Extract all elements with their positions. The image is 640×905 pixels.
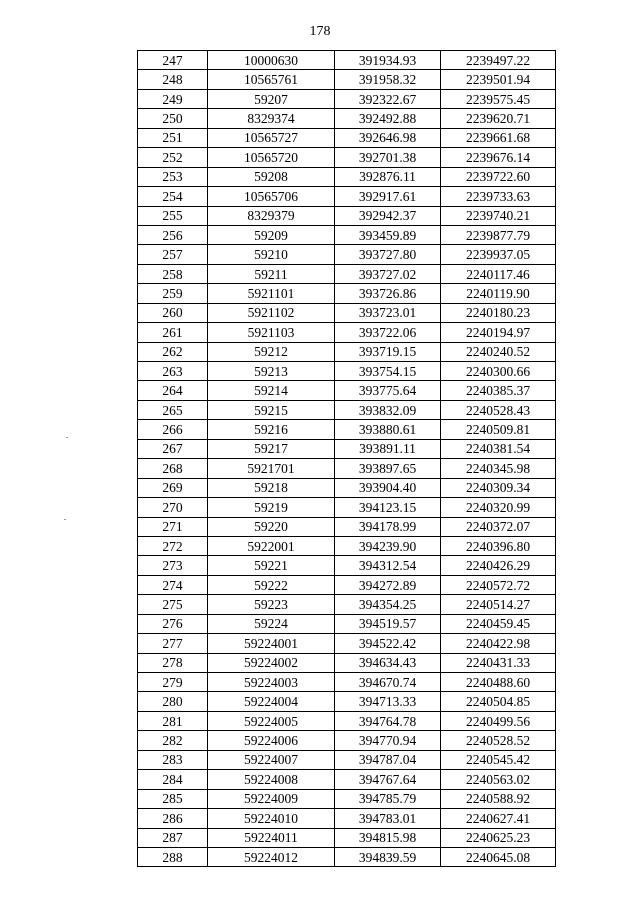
x-coordinate-cell: 394787.04 — [335, 750, 441, 769]
table-row — [138, 284, 556, 303]
table-row — [138, 167, 556, 186]
point-id-cell: 5921101 — [208, 284, 335, 303]
y-coordinate-cell: 2239722.60 — [441, 167, 556, 186]
point-id-cell: 59224006 — [208, 731, 335, 750]
x-coordinate-cell: 394764.78 — [335, 711, 441, 730]
y-coordinate-cell: 2240528.52 — [441, 731, 556, 750]
table-row — [138, 575, 556, 594]
point-id-cell: 59222 — [208, 575, 335, 594]
point-id-cell: 59207 — [208, 89, 335, 108]
point-id-cell: 8329379 — [208, 206, 335, 225]
y-coordinate-cell: 2240240.52 — [441, 342, 556, 361]
row-number-cell: 288 — [138, 847, 208, 866]
y-coordinate-cell: 2240385.37 — [441, 381, 556, 400]
point-id-cell: 59217 — [208, 439, 335, 458]
x-coordinate-cell: 393723.01 — [335, 303, 441, 322]
y-coordinate-cell: 2240345.98 — [441, 459, 556, 478]
table-row — [138, 536, 556, 555]
x-coordinate-cell: 393832.09 — [335, 400, 441, 419]
row-number-cell: 280 — [138, 692, 208, 711]
row-number-cell: 284 — [138, 770, 208, 789]
table-row — [138, 653, 556, 672]
point-id-cell: 59208 — [208, 167, 335, 186]
y-coordinate-cell: 2239740.21 — [441, 206, 556, 225]
x-coordinate-cell: 394522.42 — [335, 634, 441, 653]
row-number-cell: 260 — [138, 303, 208, 322]
x-coordinate-cell: 393726.86 — [335, 284, 441, 303]
y-coordinate-cell: 2240194.97 — [441, 323, 556, 342]
row-number-cell: 276 — [138, 614, 208, 633]
row-number-cell: 263 — [138, 362, 208, 381]
y-coordinate-cell: 2240588.92 — [441, 789, 556, 808]
row-number-cell: 261 — [138, 323, 208, 342]
x-coordinate-cell: 392942.37 — [335, 206, 441, 225]
x-coordinate-cell: 391934.93 — [335, 51, 441, 70]
table-row — [138, 206, 556, 225]
table-row — [138, 225, 556, 244]
row-number-cell: 268 — [138, 459, 208, 478]
table-row — [138, 128, 556, 147]
table-row — [138, 70, 556, 89]
table-row — [138, 362, 556, 381]
x-coordinate-cell: 394815.98 — [335, 828, 441, 847]
y-coordinate-cell: 2239501.94 — [441, 70, 556, 89]
y-coordinate-cell: 2239937.05 — [441, 245, 556, 264]
table-row — [138, 187, 556, 206]
point-id-cell: 59224 — [208, 614, 335, 633]
y-coordinate-cell: 2240372.07 — [441, 517, 556, 536]
page-number: 178 — [309, 24, 331, 39]
x-coordinate-cell: 393891.11 — [335, 439, 441, 458]
x-coordinate-cell: 394770.94 — [335, 731, 441, 750]
row-number-cell: 248 — [138, 70, 208, 89]
y-coordinate-cell: 2240309.34 — [441, 478, 556, 497]
row-number-cell: 266 — [138, 420, 208, 439]
point-id-cell: 59224004 — [208, 692, 335, 711]
point-id-cell: 59211 — [208, 264, 335, 283]
row-number-cell: 267 — [138, 439, 208, 458]
point-id-cell: 59220 — [208, 517, 335, 536]
table-row — [138, 264, 556, 283]
x-coordinate-cell: 394783.01 — [335, 809, 441, 828]
y-coordinate-cell: 2240459.45 — [441, 614, 556, 633]
x-coordinate-cell: 393719.15 — [335, 342, 441, 361]
point-id-cell: 59224001 — [208, 634, 335, 653]
x-coordinate-cell: 393459.89 — [335, 225, 441, 244]
y-coordinate-cell: 2240627.41 — [441, 809, 556, 828]
point-id-cell: 59223 — [208, 595, 335, 614]
table-row — [138, 439, 556, 458]
row-number-cell: 283 — [138, 750, 208, 769]
point-id-cell: 59215 — [208, 400, 335, 419]
table-row — [138, 770, 556, 789]
point-id-cell: 10565727 — [208, 128, 335, 147]
point-id-cell: 5921103 — [208, 323, 335, 342]
table-row — [138, 303, 556, 322]
x-coordinate-cell: 394239.90 — [335, 536, 441, 555]
y-coordinate-cell: 2240300.66 — [441, 362, 556, 381]
point-id-cell: 59224005 — [208, 711, 335, 730]
point-id-cell: 5922001 — [208, 536, 335, 555]
point-id-cell: 10565761 — [208, 70, 335, 89]
y-coordinate-cell: 2239661.68 — [441, 128, 556, 147]
table-row — [138, 245, 556, 264]
point-id-cell: 8329374 — [208, 109, 335, 128]
point-id-cell: 59224007 — [208, 750, 335, 769]
x-coordinate-cell: 394634.43 — [335, 653, 441, 672]
x-coordinate-cell: 394272.89 — [335, 575, 441, 594]
row-number-cell: 249 — [138, 89, 208, 108]
y-coordinate-cell: 2240625.23 — [441, 828, 556, 847]
point-id-cell: 5921102 — [208, 303, 335, 322]
point-id-cell: 59224012 — [208, 847, 335, 866]
x-coordinate-cell: 394713.33 — [335, 692, 441, 711]
y-coordinate-cell: 2240545.42 — [441, 750, 556, 769]
y-coordinate-cell: 2240563.02 — [441, 770, 556, 789]
x-coordinate-cell: 394785.79 — [335, 789, 441, 808]
x-coordinate-cell: 392492.88 — [335, 109, 441, 128]
y-coordinate-cell: 2240396.80 — [441, 536, 556, 555]
x-coordinate-cell: 393722.06 — [335, 323, 441, 342]
point-id-cell: 59216 — [208, 420, 335, 439]
point-id-cell: 59209 — [208, 225, 335, 244]
row-number-cell: 259 — [138, 284, 208, 303]
table-row — [138, 478, 556, 497]
point-id-cell: 10000630 — [208, 51, 335, 70]
row-number-cell: 253 — [138, 167, 208, 186]
point-id-cell: 10565720 — [208, 148, 335, 167]
row-number-cell: 278 — [138, 653, 208, 672]
point-id-cell: 59221 — [208, 556, 335, 575]
y-coordinate-cell: 2240431.33 — [441, 653, 556, 672]
y-coordinate-cell: 2240488.60 — [441, 673, 556, 692]
table-row — [138, 692, 556, 711]
x-coordinate-cell: 394519.57 — [335, 614, 441, 633]
table-row — [138, 381, 556, 400]
point-id-cell: 59212 — [208, 342, 335, 361]
x-coordinate-cell: 393880.61 — [335, 420, 441, 439]
row-number-cell: 270 — [138, 498, 208, 517]
point-id-cell: 10565706 — [208, 187, 335, 206]
coordinates-table — [137, 50, 556, 867]
table-row — [138, 323, 556, 342]
point-id-cell: 59210 — [208, 245, 335, 264]
table-row — [138, 595, 556, 614]
row-number-cell: 265 — [138, 400, 208, 419]
y-coordinate-cell: 2240180.23 — [441, 303, 556, 322]
table-row — [138, 750, 556, 769]
table-row — [138, 556, 556, 575]
x-coordinate-cell: 392917.61 — [335, 187, 441, 206]
row-number-cell: 274 — [138, 575, 208, 594]
row-number-cell: 275 — [138, 595, 208, 614]
point-id-cell: 59213 — [208, 362, 335, 381]
row-number-cell: 272 — [138, 536, 208, 555]
table-row — [138, 614, 556, 633]
point-id-cell: 59224003 — [208, 673, 335, 692]
point-id-cell: 59224011 — [208, 828, 335, 847]
y-coordinate-cell: 2240572.72 — [441, 575, 556, 594]
y-coordinate-cell: 2239620.71 — [441, 109, 556, 128]
x-coordinate-cell: 394839.59 — [335, 847, 441, 866]
y-coordinate-cell: 2240381.54 — [441, 439, 556, 458]
row-number-cell: 287 — [138, 828, 208, 847]
row-number-cell: 273 — [138, 556, 208, 575]
table-row — [138, 828, 556, 847]
y-coordinate-cell: 2240426.29 — [441, 556, 556, 575]
table-row — [138, 673, 556, 692]
table-row — [138, 634, 556, 653]
row-number-cell: 271 — [138, 517, 208, 536]
x-coordinate-cell: 394312.54 — [335, 556, 441, 575]
row-number-cell: 282 — [138, 731, 208, 750]
table-row — [138, 148, 556, 167]
row-number-cell: 250 — [138, 109, 208, 128]
point-id-cell: 5921701 — [208, 459, 335, 478]
y-coordinate-cell: 2239497.22 — [441, 51, 556, 70]
y-coordinate-cell: 2240119.90 — [441, 284, 556, 303]
row-number-cell: 258 — [138, 264, 208, 283]
y-coordinate-cell: 2240422.98 — [441, 634, 556, 653]
x-coordinate-cell: 393897.65 — [335, 459, 441, 478]
y-coordinate-cell: 2239877.79 — [441, 225, 556, 244]
table-row — [138, 459, 556, 478]
table-row — [138, 789, 556, 808]
x-coordinate-cell: 394123.15 — [335, 498, 441, 517]
x-coordinate-cell: 393904.40 — [335, 478, 441, 497]
table-row — [138, 109, 556, 128]
row-number-cell: 255 — [138, 206, 208, 225]
x-coordinate-cell: 394354.25 — [335, 595, 441, 614]
row-number-cell: 285 — [138, 789, 208, 808]
x-coordinate-cell: 392322.67 — [335, 89, 441, 108]
coordinates-table-body — [138, 51, 556, 867]
row-number-cell: 269 — [138, 478, 208, 497]
y-coordinate-cell: 2239575.45 — [441, 89, 556, 108]
row-number-cell: 251 — [138, 128, 208, 147]
scan-speck — [66, 437, 68, 438]
row-number-cell: 279 — [138, 673, 208, 692]
x-coordinate-cell: 394670.74 — [335, 673, 441, 692]
y-coordinate-cell: 2240320.99 — [441, 498, 556, 517]
table-row — [138, 731, 556, 750]
x-coordinate-cell: 393754.15 — [335, 362, 441, 381]
table-row — [138, 89, 556, 108]
table-row — [138, 809, 556, 828]
point-id-cell: 59219 — [208, 498, 335, 517]
x-coordinate-cell: 392701.38 — [335, 148, 441, 167]
point-id-cell: 59224008 — [208, 770, 335, 789]
y-coordinate-cell: 2240504.85 — [441, 692, 556, 711]
y-coordinate-cell: 2239733.63 — [441, 187, 556, 206]
point-id-cell: 59214 — [208, 381, 335, 400]
table-row — [138, 711, 556, 730]
table-row — [138, 847, 556, 866]
x-coordinate-cell: 393727.02 — [335, 264, 441, 283]
table-row — [138, 51, 556, 70]
table-row — [138, 420, 556, 439]
x-coordinate-cell: 391958.32 — [335, 70, 441, 89]
y-coordinate-cell: 2240645.08 — [441, 847, 556, 866]
table-row — [138, 400, 556, 419]
row-number-cell: 254 — [138, 187, 208, 206]
x-coordinate-cell: 393727.80 — [335, 245, 441, 264]
y-coordinate-cell: 2240509.81 — [441, 420, 556, 439]
point-id-cell: 59218 — [208, 478, 335, 497]
y-coordinate-cell: 2240528.43 — [441, 400, 556, 419]
row-number-cell: 286 — [138, 809, 208, 828]
y-coordinate-cell: 2239676.14 — [441, 148, 556, 167]
y-coordinate-cell: 2240117.46 — [441, 264, 556, 283]
x-coordinate-cell: 393775.64 — [335, 381, 441, 400]
point-id-cell: 59224010 — [208, 809, 335, 828]
scan-speck — [64, 519, 66, 520]
row-number-cell: 257 — [138, 245, 208, 264]
table-row — [138, 498, 556, 517]
row-number-cell: 247 — [138, 51, 208, 70]
y-coordinate-cell: 2240499.56 — [441, 711, 556, 730]
x-coordinate-cell: 394178.99 — [335, 517, 441, 536]
row-number-cell: 262 — [138, 342, 208, 361]
row-number-cell: 277 — [138, 634, 208, 653]
point-id-cell: 59224002 — [208, 653, 335, 672]
row-number-cell: 252 — [138, 148, 208, 167]
table-row — [138, 517, 556, 536]
table-row — [138, 342, 556, 361]
y-coordinate-cell: 2240514.27 — [441, 595, 556, 614]
row-number-cell: 264 — [138, 381, 208, 400]
row-number-cell: 256 — [138, 225, 208, 244]
x-coordinate-cell: 394767.64 — [335, 770, 441, 789]
row-number-cell: 281 — [138, 711, 208, 730]
point-id-cell: 59224009 — [208, 789, 335, 808]
x-coordinate-cell: 392646.98 — [335, 128, 441, 147]
x-coordinate-cell: 392876.11 — [335, 167, 441, 186]
